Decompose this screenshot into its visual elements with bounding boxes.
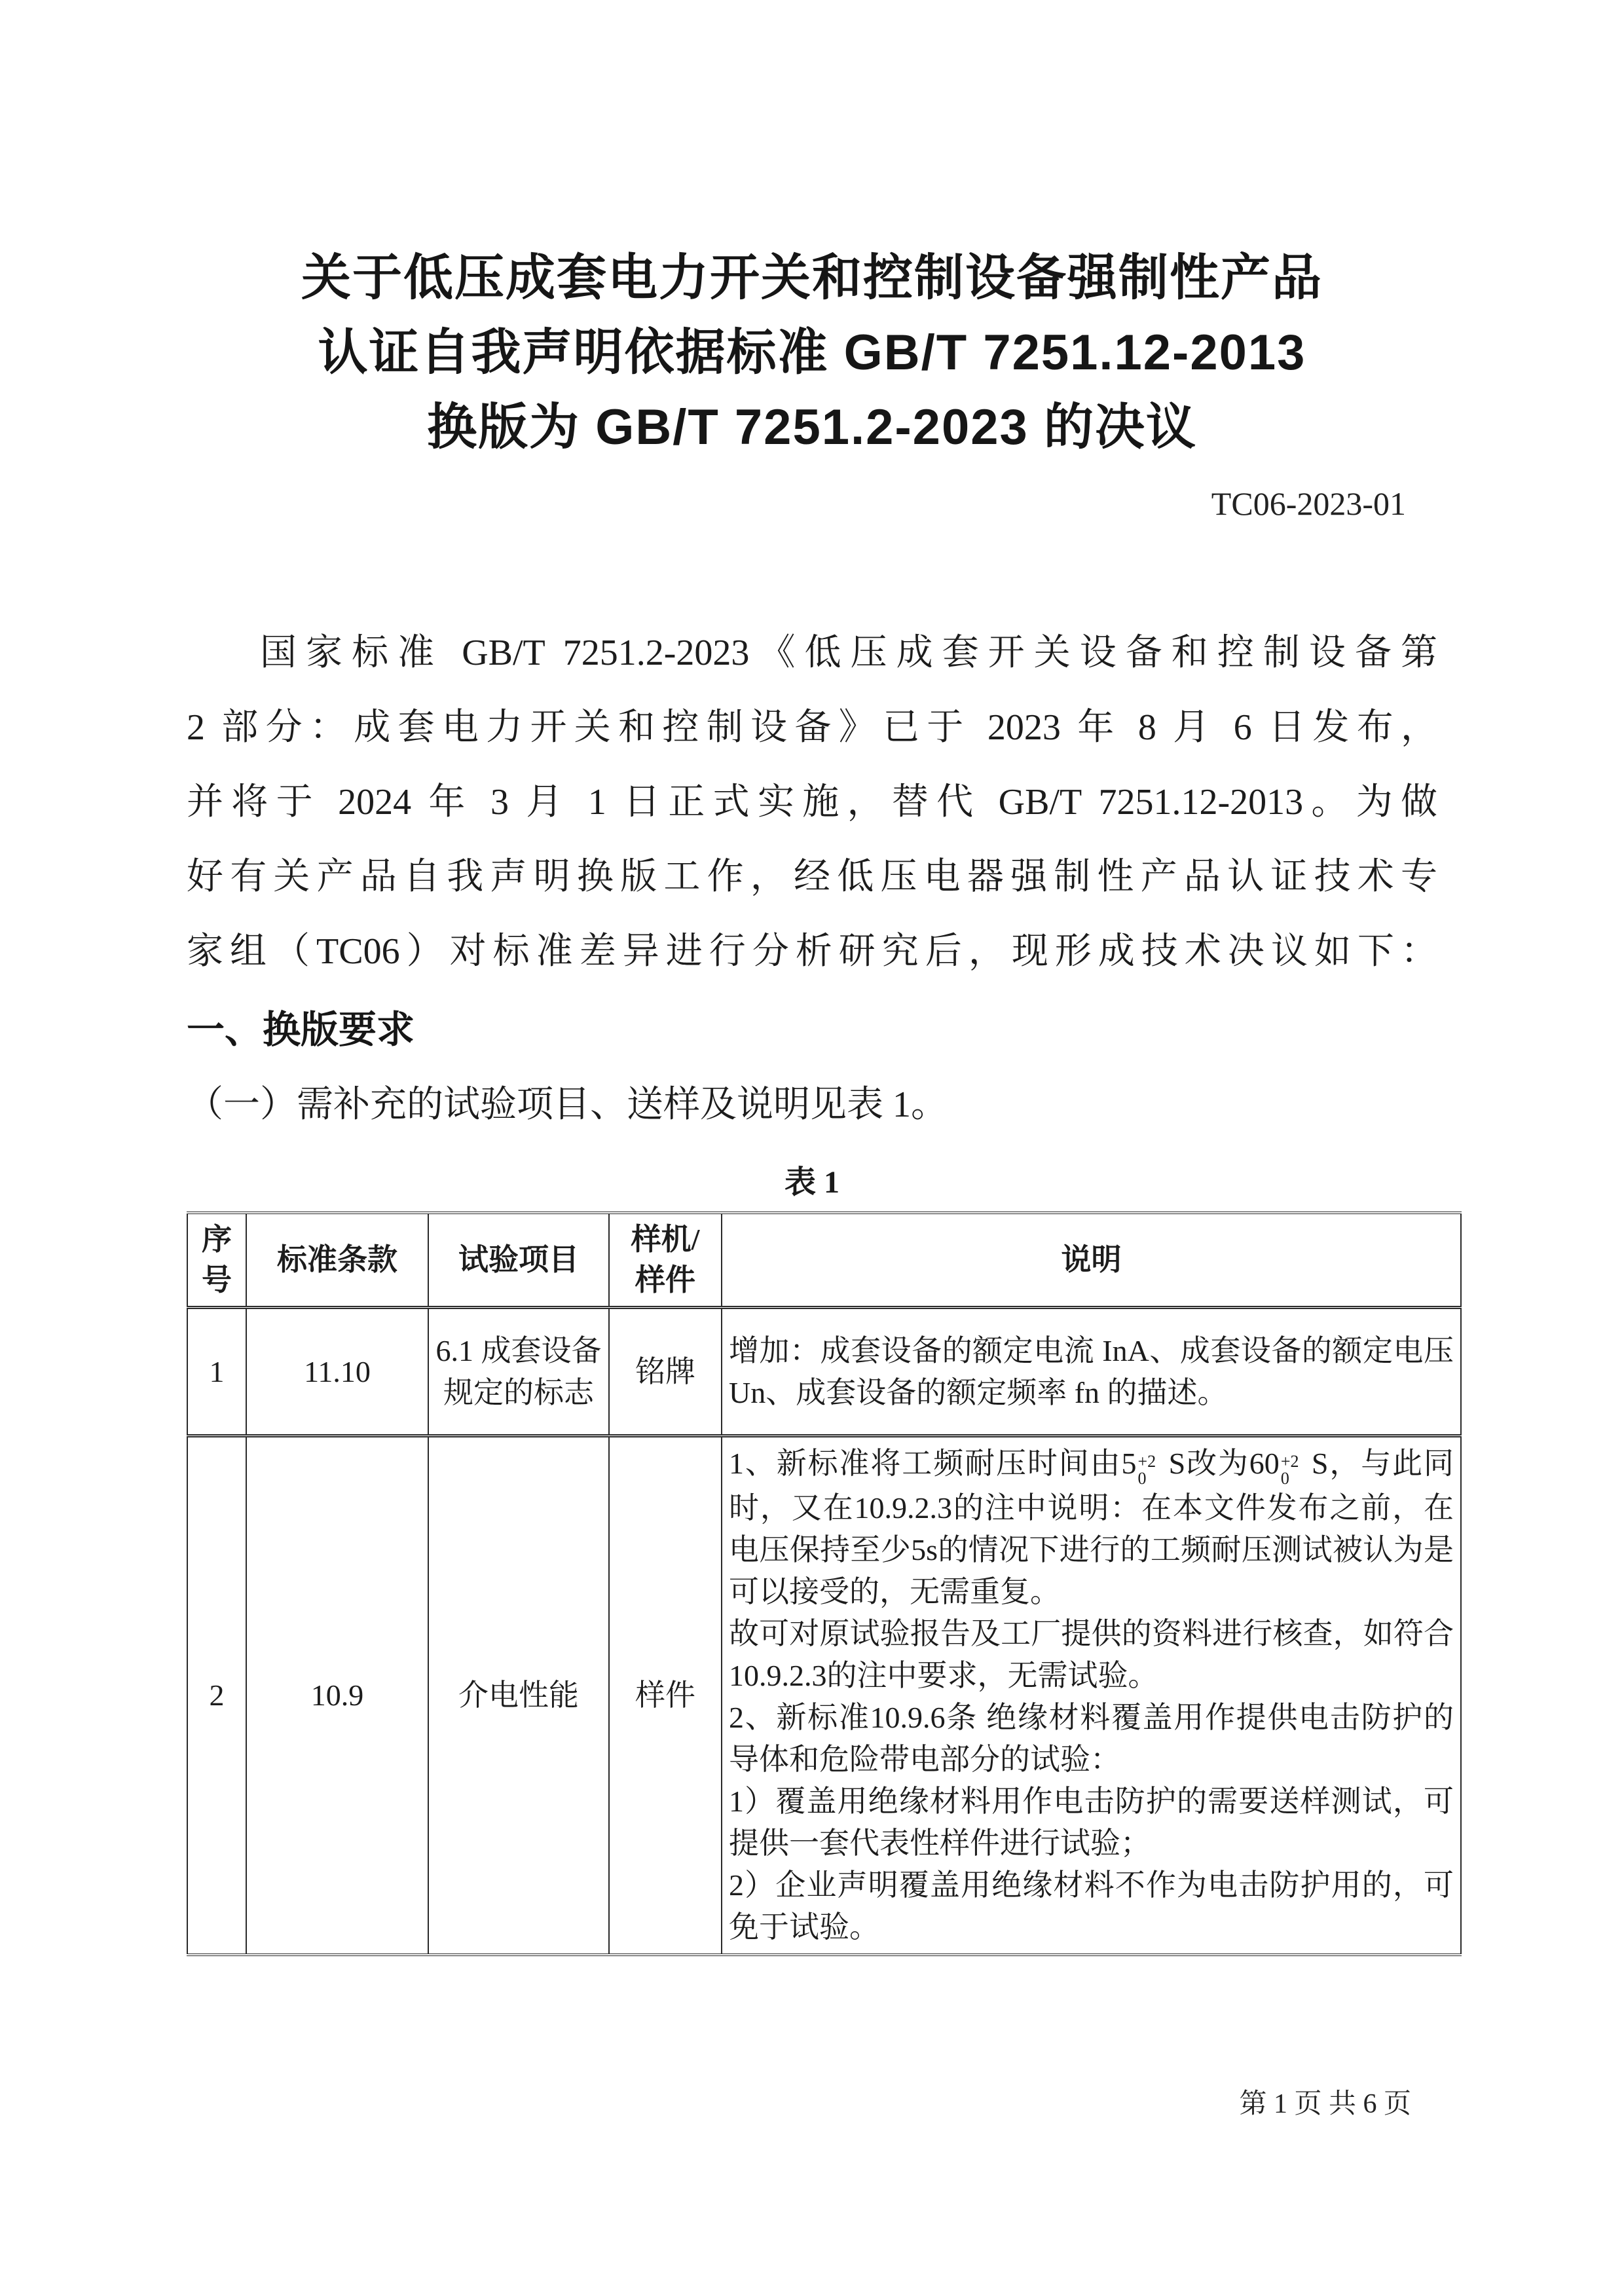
title-line-2: 认证自我声明依据标准 GB/T 7251.12-2013	[318, 325, 1306, 380]
cell-sample: 铭牌	[609, 1308, 722, 1436]
document-number: TC06-2023-01	[1211, 485, 1406, 522]
table-row	[187, 1436, 1461, 1955]
cell-item: 6.1 成套设备规定的标志	[428, 1308, 609, 1436]
tolerance-upper: +2	[1137, 1452, 1156, 1471]
body-paragraph	[187, 616, 1437, 989]
cell-clause: 11.10	[246, 1308, 428, 1436]
cell-item: 介电性能	[428, 1436, 609, 1955]
header-cell-explanation: 说明	[722, 1213, 1461, 1308]
tolerance-stack	[1138, 1453, 1156, 1487]
supplementary-tests-table	[187, 1212, 1462, 1956]
paragraph-line: 好有关产品自我声明换版工作，经低压电器强制性产品认证技术专	[187, 857, 1437, 897]
tolerance-upper: +2	[1280, 1452, 1299, 1471]
explanation-text	[729, 1443, 1454, 1613]
explanation-text: 2、新标准10.9.6条 绝缘材料覆盖用作提供电击防护的导体和危险带电部分的试验：	[729, 1701, 1454, 1776]
paragraph-line: 家组（TC06）对标准差异进行分析研究后，现形成技术决议如下：	[187, 931, 1437, 972]
header-cell-item: 试验项目	[428, 1213, 609, 1308]
cell-no: 2	[187, 1436, 246, 1955]
header-cell-clause: 标准条款	[246, 1213, 428, 1308]
table-row	[187, 1308, 1461, 1436]
tolerance-lower: 0	[1137, 1469, 1147, 1488]
table-header-row	[187, 1213, 1461, 1308]
explanation-text: 1）覆盖用绝缘材料用作电击防护的需要送样测试，可提供一套代表性样件进行试验；	[729, 1785, 1454, 1860]
explanation-text: 2）企业声明覆盖用绝缘材料不作为电击防护用的，可免于试验。	[729, 1868, 1454, 1944]
cell-no: 1	[187, 1308, 246, 1436]
explanation-segment: S改为60	[1160, 1447, 1280, 1480]
document-title	[187, 0, 1437, 465]
title-line-3: 换版为 GB/T 7251.2-2023 的决议	[427, 399, 1197, 455]
paragraph-line: 2 部分：成套电力开关和控制设备》已于 2023 年 8 月 6 日发布，	[187, 707, 1437, 748]
explanation-text: 增加：成套设备的额定电流 InA、成套设备的额定电压 Un、成套设备的额定频率 fn 的描述。	[729, 1333, 1454, 1409]
paragraph-line: 并将于 2024 年 3 月 1 日正式实施，替代 GB/T 7251.12-2013。为做	[187, 782, 1437, 823]
tolerance-lower: 0	[1280, 1469, 1289, 1488]
cell-explanation	[722, 1308, 1461, 1436]
header-cell-no: 序号	[187, 1213, 246, 1308]
table-caption: 表 1	[784, 1165, 840, 1200]
header-cell-sample: 样机/样件	[609, 1213, 722, 1308]
explanation-segment: 1、新标准将工频耐压时间由5	[729, 1447, 1137, 1480]
explanation-text: 故可对原试验报告及工厂提供的资料进行核查，如符合10.9.2.3的注中要求，无需试验。	[729, 1617, 1454, 1692]
title-line-1: 关于低压成套电力开关和控制设备强制性产品	[301, 250, 1323, 306]
cell-clause: 10.9	[246, 1436, 428, 1955]
document-page	[187, 0, 1454, 1956]
paragraph-line: 国家标准 GB/T 7251.2-2023《低压成套开关设备和控制设备第	[260, 633, 1437, 673]
section-heading: 一、换版要求	[187, 1009, 415, 1051]
tolerance-stack	[1281, 1453, 1299, 1487]
cell-sample: 样件	[609, 1436, 722, 1955]
section-intro: （一）需补充的试验项目、送样及说明见表 1。	[187, 1084, 948, 1125]
page-footer: 第 1 页 共 6 页	[1239, 2089, 1411, 2119]
explanation-segment: S，与此同时，又在10.9.2.3的注中说明：在本文件发布之前，在电压保持至少5s的情况下进行的工频耐压测试被认为是可以接受的，无需重复。	[729, 1447, 1454, 1608]
cell-explanation	[722, 1436, 1461, 1955]
